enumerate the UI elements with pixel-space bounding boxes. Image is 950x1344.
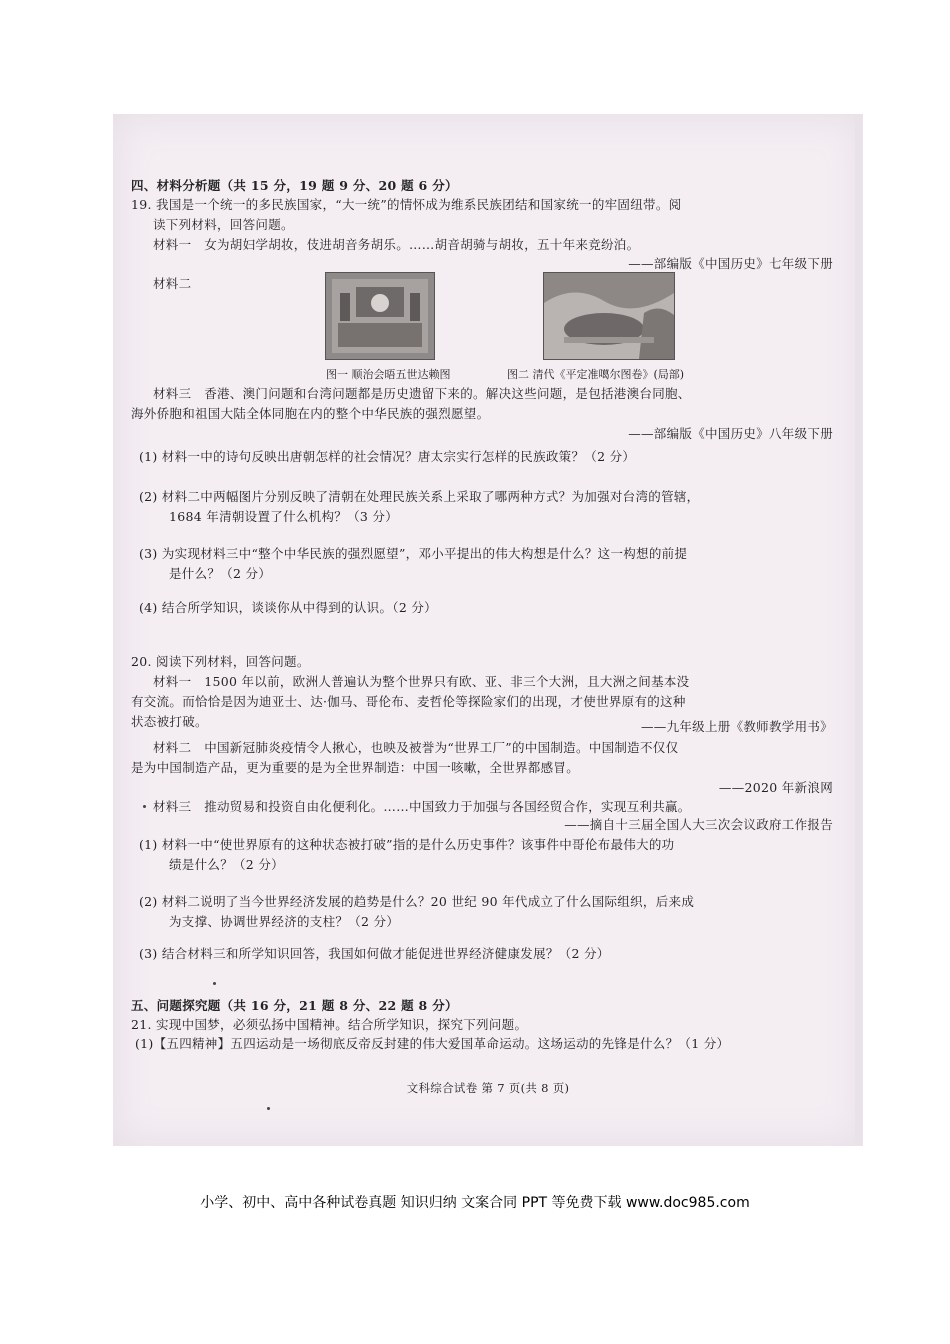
q19-subquestion2-line1: (2) 材料二中两幅图片分别反映了清朝在处理民族关系上采取了哪两种方式？为加强对台湾的管辖， — [139, 489, 700, 504]
q20-material3-source: ——摘自十三届全国人大三次会议政府工作报告 — [564, 817, 833, 832]
q20-material1-source: ——九年级上册《教师教学用书》 — [640, 719, 833, 734]
q19-text-line1: 19. 我国是一个统一的多民族国家，“大一统”的情怀成为维系民族团结和国家统一的牢固纽带。阅 — [131, 197, 682, 212]
q19-material1: 材料一 女为胡妇学胡妆，伎进胡音务胡乐。……胡音胡骑与胡妆，五十年来竞纷泊。 — [153, 237, 640, 252]
scan-speck — [143, 805, 146, 808]
q19-subquestion2-line2: 1684 年清朝设置了什么机构？（3 分） — [169, 509, 399, 524]
q20-material1-line1: 材料一 1500 年以前，欧洲人普遍认为整个世界只有欧、亚、非三个大洲，且大洲之间基本没 — [153, 674, 690, 689]
scan-speck — [267, 1107, 270, 1110]
scan-edge — [855, 114, 863, 1146]
section-4-title: 四、材料分析题（共 15 分，19 题 9 分、20 题 6 分） — [131, 178, 458, 193]
q21-text: 21. 实现中国梦，必须弘扬中国精神。结合所学知识，探究下列问题。 — [131, 1017, 528, 1032]
q20-material2-line2: 是为中国制造产品，更为重要的是为全世界制造：中国一咳嗽，全世界都感冒。 — [131, 760, 580, 775]
q19-material3-line1: 材料三 香港、澳门问题和台湾问题都是历史遗留下来的。解决这些问题，是包括港澳台同胞、 — [153, 386, 691, 401]
q19-material3-line2: 海外侨胞和祖国大陆全体同胞在内的整个中华民族的强烈愿望。 — [131, 406, 490, 421]
figure1-image — [325, 272, 435, 360]
q20-subquestion1-line2: 绩是什么？（2 分） — [169, 857, 284, 872]
q20-material2-line1: 材料二 中国新冠肺炎疫情令人揪心，也映及被誉为“世界工厂”的中国制造。中国制造不仅仅 — [153, 740, 679, 755]
figure2-caption: 图二 清代《平定准噶尔图卷》(局部) — [507, 368, 685, 381]
q20-subquestion2-line2: 为支撑、协调世界经济的支柱？（2 分） — [169, 914, 400, 929]
q19-text-line2: 读下列材料，回答问题。 — [153, 217, 294, 232]
q20-subquestion1-line1: (1) 材料一中“使世界原有的这种状态被打破”指的是什么历史事件？该事件中哥伦布最伟大的功 — [139, 837, 675, 852]
q20-material1-line2: 有交流。而恰恰是因为迪亚士、达·伽马、哥伦布、麦哲伦等探险家们的出现，才使世界原有的这种 — [131, 694, 686, 709]
scan-speck — [213, 982, 216, 985]
q19-subquestion3-line2: 是什么？（2 分） — [169, 566, 272, 581]
q20-subquestion3: (3) 结合材料三和所学知识回答，我国如何做才能促进世界经济健康发展？（2 分） — [139, 946, 610, 961]
q20-text: 20. 阅读下列材料，回答问题。 — [131, 654, 310, 669]
q20-subquestion2-line1: (2) 材料二说明了当今世界经济发展的趋势是什么？20 世纪 90 年代成立了什么国际组织，后来成 — [139, 894, 695, 909]
q19-material1-source: ——部编版《中国历史》七年级下册 — [628, 256, 833, 271]
q19-subquestion3-line1: (3) 为实现材料三中“整个中华民族的强烈愿望”，邓小平提出的伟大构想是什么？这一构想的前提 — [139, 546, 688, 561]
scanned-exam-page — [113, 114, 863, 1146]
section-5-title: 五、问题探究题（共 16 分，21 题 8 分、22 题 8 分） — [131, 998, 458, 1013]
q21-subquestion1: (1)【五四精神】五四运动是一场彻底反帝反封建的伟大爱国革命运动。这场运动的先锋是什么？（1 分） — [135, 1036, 730, 1051]
figure2-image — [543, 272, 675, 360]
q20-material3: 材料三 推动贸易和投资自由化便利化。……中国致力于加强与各国经贸合作，实现互利共赢。 — [153, 799, 691, 814]
exam-page-number: 文科综合试卷 第 7 页(共 8 页) — [406, 1081, 570, 1095]
q20-material2-source: ——2020 年新浪网 — [718, 780, 833, 795]
figure1-caption: 图一 顺治会晤五世达赖图 — [326, 368, 451, 381]
site-footer: 小学、初中、高中各种试卷真题 知识归纳 文案合同 PPT 等免费下载 www.doc985.com — [200, 1195, 750, 1211]
q19-material2-label: 材料二 — [153, 276, 192, 291]
q19-subquestion4: (4) 结合所学知识，谈谈你从中得到的认识。（2 分） — [139, 600, 437, 615]
q20-material1-line3: 状态被打破。 — [131, 714, 208, 729]
q19-material3-source: ——部编版《中国历史》八年级下册 — [628, 426, 833, 441]
q19-subquestion1: (1) 材料一中的诗句反映出唐朝怎样的社会情况？唐太宗实行怎样的民族政策？（2 分） — [139, 449, 636, 464]
